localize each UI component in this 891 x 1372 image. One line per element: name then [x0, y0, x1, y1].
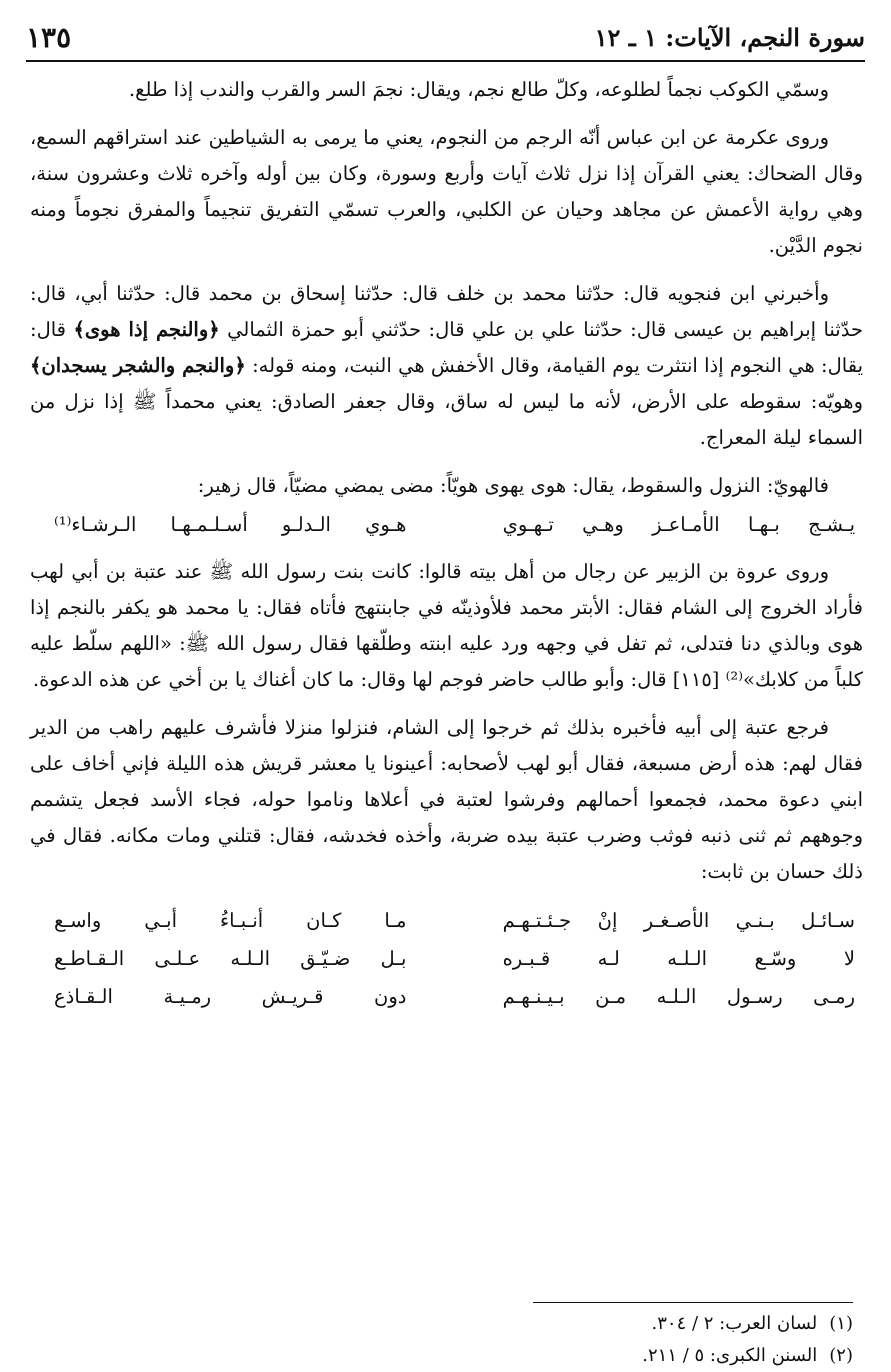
verse-line [30, 978, 863, 1016]
poem [30, 902, 863, 1016]
verse-hemistich-right: سـائـل بـنـي الأصـغـر إنْ جـئـتـهـم [502, 909, 855, 932]
footnote [300, 1308, 853, 1340]
paragraph-text: قال: يقال: هي النجوم إذا انتثرت يوم القيامة، وقال الأخفش هي النبت، ومنه قوله: [30, 318, 864, 377]
verse-line [30, 506, 863, 544]
paragraph-text: وهويّه: سقوطه على الأرض، لأنه ما ليس له ساق، وقال جعفر الصادق: يعني محمداً ﷺ إذا نزل من السماء ليلة المعراج. [30, 390, 863, 449]
footnotes [300, 1308, 853, 1372]
footnote [300, 1340, 853, 1372]
paragraph: فرجع عتبة إلى أبيه فأخبره بذلك ثم خرجوا إلى الشام، فنزلوا منزلا فأشرف عليهم راهب من الدير فقال لهم: هذه أرض مسبعة، فقال أبو لهب لأصحابه: أعينونا يا معشر قريش هذه الليلة فإني أخاف على ابني دعوة محمد، فجمعوا أحمالهم وفرشوا لعتبة في أعلاها وناموا حوله، فجاء الأسد فجعل يتشمم وجوههم ثم ثنى ذنبه فوثب وضرب عتبة بيده ضربة، وأخذه فخدشه، فقال: قتلني ومات مكانه. فقال في ذلك حسان بن ثابت: [30, 716, 863, 883]
footnote-number: (٢) [829, 1345, 853, 1366]
verse-hemistich-left: بـل ضـيّـق الـلـه عـلـى الـقـاطـع [54, 947, 407, 970]
paragraph-text: وأخبرني ابن فنجويه قال: حدّثنا محمد بن خلف قال: حدّثنا إسحاق بن محمد قال: حدّثنا أبي، قال: حدّثنا إبراهيم بن عيسى قال: حدّثنا علي بن علي قال: حدّثني أبو حمزة الثمالي [30, 282, 864, 341]
verse-hemistich-right: رمـى رسـول الـلـه مـن بـيـنـهـم [502, 985, 855, 1008]
running-title: سورة النجم، الآيات: ١ ـ ١٢ [594, 22, 865, 52]
paragraph: وروى عكرمة عن ابن عباس أنّه الرجم من النجوم، يعني ما يرمى به الشياطين عند استراقهم السمع، وقال الضحاك: يعني القرآن إذا نزل ثلاث آيات وأربع وسورة، وكان بين أوله وآخره ثلاث وعشرون سنة، وهي رواية الأعمش عن مجاهد وحيان عن الكلبي، والعرب تسمّي التفريق تنجيماً والمفرق نجوماً ومنه نجوم الدَّيْن. [30, 126, 863, 257]
page-number: ١٣٥ [26, 20, 72, 54]
footnote-text: لسان العرب: ٢ / ٣٠٤. [651, 1313, 818, 1334]
verse-hemistich-left: دون قـريـش رمـيـة الـقـاذع [54, 985, 407, 1008]
verse-hemistich-left: هـوي الـدلـو أسـلـمـهـا الـرشـاء⁽¹⁾ [54, 513, 407, 536]
verse-line [30, 940, 863, 978]
verse-hemistich-right: لا وسّـع الـلـه لـه قـبـره [502, 947, 855, 970]
paragraph [30, 276, 863, 456]
paragraph: فالهويّ: النزول والسقوط، يقال: هوى يهوى هويّاً: مضى يمضي مضيّاً، قال زهير: [197, 474, 829, 497]
paragraph: وروى عروة بن الزبير عن رجال من أهل بيته قالوا: كانت بنت رسول الله ﷺ عند عتبة بن أبي لهب فأراد الخروج إلى الشام فقال: الأبتر محمد فلأوذينّه في جابنتهج فأتاه فقال: يا محمد هو يكفر بالنجم إذا هوى وبالذي دنا فتدلى، ثم تفل في وجهه ورد عليه ابنته وطلّقها فقال رسول الله ﷺ: «اللهم سلّط عليه كلباً من كلابك»⁽²⁾ [١١٥] قال: وأبو طالب حاضر فوجم لها وقال: ما كان أغناك يا بن أخي عن هذه الدعوة. [30, 560, 863, 691]
footnote-divider [533, 1302, 853, 1303]
footnote-number: (١) [829, 1313, 853, 1334]
verse-hemistich-right: يـشـج بـهـا الأمـاعـز وهـي تـهـوي [502, 513, 855, 536]
paragraph: وسمّي الكوكب نجماً لطلوعه، وكلّ طالع نجم، ويقال: نجمَ السر والقرب والندب إذا طلع. [128, 78, 829, 101]
page-body [30, 72, 863, 1024]
footnote-text: السنن الكبرى: ٥ / ٢١١. [642, 1345, 818, 1366]
verse-line [30, 902, 863, 940]
quran-quote: ﴿والنجم والشجر يسجدان﴾ [30, 354, 246, 377]
quran-quote: ﴿والنجم إذا هوى﴾ [73, 318, 220, 341]
verse-hemistich-left: مـا كـان أنـبـاءُ أبـي واسـع [54, 909, 407, 932]
page-header [26, 14, 865, 62]
